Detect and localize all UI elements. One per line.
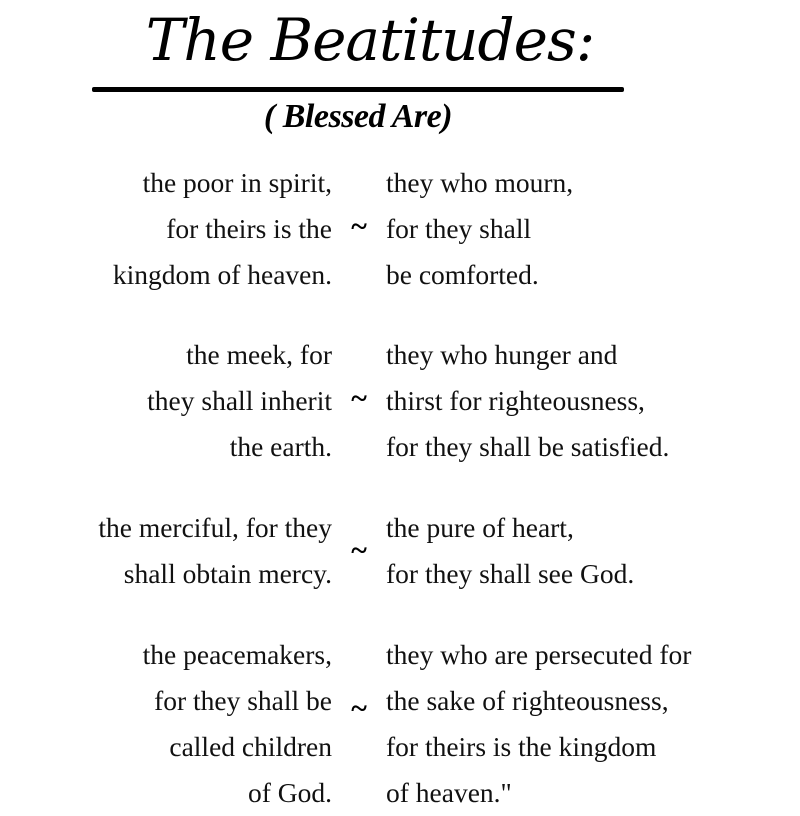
beatitude-line: the earth. (229, 431, 332, 462)
beatitude-line: kingdom of heaven. (112, 259, 332, 290)
beatitude-line: called children (169, 731, 332, 762)
page-subtitle: ( Blessed Are) (263, 98, 453, 135)
beatitude-line: the pure of heart, (386, 512, 574, 543)
beatitude-line: shall obtain mercy. (123, 558, 332, 589)
page-title: The Beatitudes: (145, 6, 595, 74)
separator-tilde: ~ (351, 210, 367, 243)
separator-tilde: ~ (351, 534, 367, 567)
beatitude-right-1 (386, 160, 573, 298)
beatitude-line: they shall inherit (147, 385, 332, 416)
beatitude-line: they who mourn, (386, 167, 574, 198)
beatitude-line: for they shall see God. (386, 558, 635, 589)
beatitude-left-1 (113, 160, 332, 298)
title-underline (92, 87, 624, 92)
beatitude-left-4 (143, 632, 332, 816)
beatitude-right-4 (386, 632, 691, 816)
beatitude-line: of God. (247, 777, 332, 808)
beatitude-line: of heaven." (386, 777, 512, 808)
beatitude-line: for theirs is the kingdom (386, 731, 657, 762)
beatitude-line: the merciful, for they (98, 512, 332, 543)
separator-tilde: ~ (351, 692, 367, 725)
beatitude-left-3 (98, 505, 332, 597)
beatitude-right-2 (386, 332, 669, 470)
beatitude-left-2 (147, 332, 332, 470)
beatitude-line: for they shall be (154, 685, 332, 716)
beatitude-right-3 (386, 505, 634, 597)
beatitude-line: the meek, for (186, 339, 332, 370)
beatitude-line: the poor in spirit, (142, 167, 332, 198)
beatitude-line: for theirs is the (166, 213, 332, 244)
beatitude-line: they who are persecuted for (386, 639, 692, 670)
beatitude-line: the sake of righteousness, (386, 685, 669, 716)
separator-tilde: ~ (351, 382, 367, 415)
beatitude-line: the peacemakers, (142, 639, 332, 670)
beatitude-line: they who hunger and (386, 339, 618, 370)
beatitude-line: be comforted. (386, 259, 539, 290)
beatitude-line: thirst for righteousness, (386, 385, 645, 416)
beatitude-line: for they shall (386, 213, 532, 244)
beatitude-line: for they shall be satisfied. (386, 431, 670, 462)
